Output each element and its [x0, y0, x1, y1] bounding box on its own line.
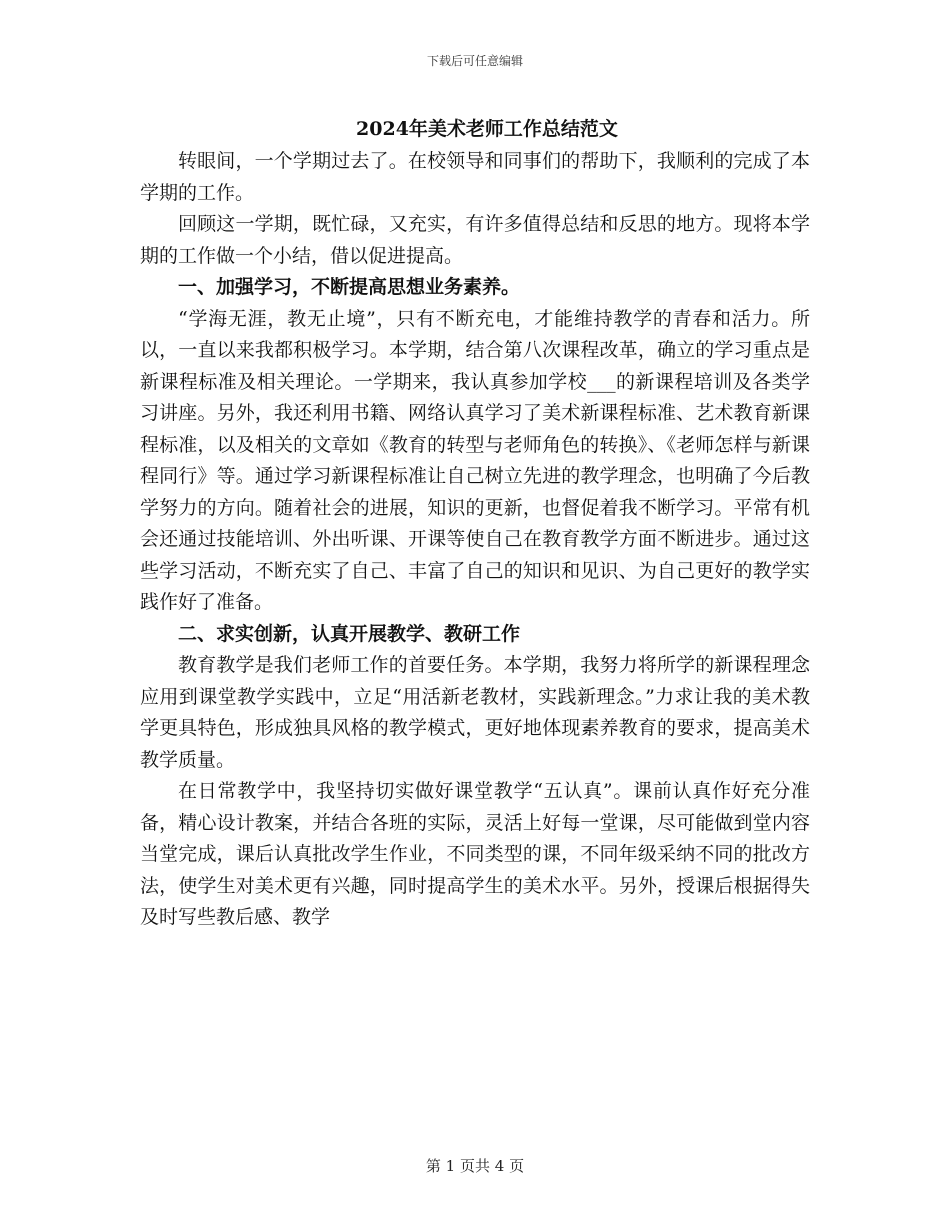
- paragraph-intro: 转眼间，一个学期过去了。在校领导和同事们的帮助下，我顺利的完成了本学期的工作。: [140, 150, 810, 204]
- paragraph-daily-teaching: 在日常教学中，我坚持切实做好课堂教学“五认真”。课前认真作好充分准备，精心设计教案，并结合各班的实际，灵活上好每一堂课，尽可能做到堂内容当堂完成，课后认真批改学生作业，不同类型的课，不同年级采纳不同的批改方法，使学生对美术更有兴趣，同时提高学生的美术水平。另外，授课后根据得失及时写些教后感、教学: [140, 780, 810, 928]
- paragraph-learning: “学海无涯，教无止境”，只有不断充电，才能维持教学的青春和活力。所以，一直以来我都积极学习。本学期，结合第八次课程改革，确立的学习重点是新课程标准及相关理论。一学期来，我认真参加学校___的新课程培训及各类学习讲座。另外，我还利用书籍、网络认真学习了美术新课程标准、艺术教育新课程标准，以及相关的文章如《教育的转型与老师角色的转换》、《老师怎样与新课程同行》等。通过学习新课程标准让自己树立先进的教学理念，也明确了今后教学努力的方向。随着社会的进展，知识的更新，也督促着我不断学习。平常有机会还通过技能培训、外出听课、开课等使自己在教育教学方面不断进步。通过这些学习活动，不断充实了自己、丰富了自己的知识和见识、为自己更好的教学实践作好了准备。: [140, 307, 810, 613]
- section-heading-2: 二、求实创新，认真开展教学、教研工作: [178, 622, 521, 645]
- paragraph-review: 回顾这一学期，既忙碌，又充实，有许多值得总结和反思的地方。现将本学期的工作做一个小结，借以促进提高。: [140, 213, 810, 267]
- document-body: [140, 112, 810, 934]
- section-heading-1: 一、加强学习，不断提高思想业务素养。: [178, 276, 521, 298]
- page-header-note: 下载后可任意编辑: [426, 54, 523, 68]
- page-number-footer: 第 1 页共 4 页: [425, 1157, 525, 1175]
- document-title: 2024年美术老师工作总结范文: [356, 118, 618, 140]
- paragraph-teaching: 教育教学是我们老师工作的首要任务。本学期，我努力将所学的新课程理念应用到课堂教学实践中，立足“用活新老教材，实践新理念。”力求让我的美术教学更具特色，形成独具风格的教学模式，更好地体现素养教育的要求，提高美术教学质量。: [140, 654, 810, 771]
